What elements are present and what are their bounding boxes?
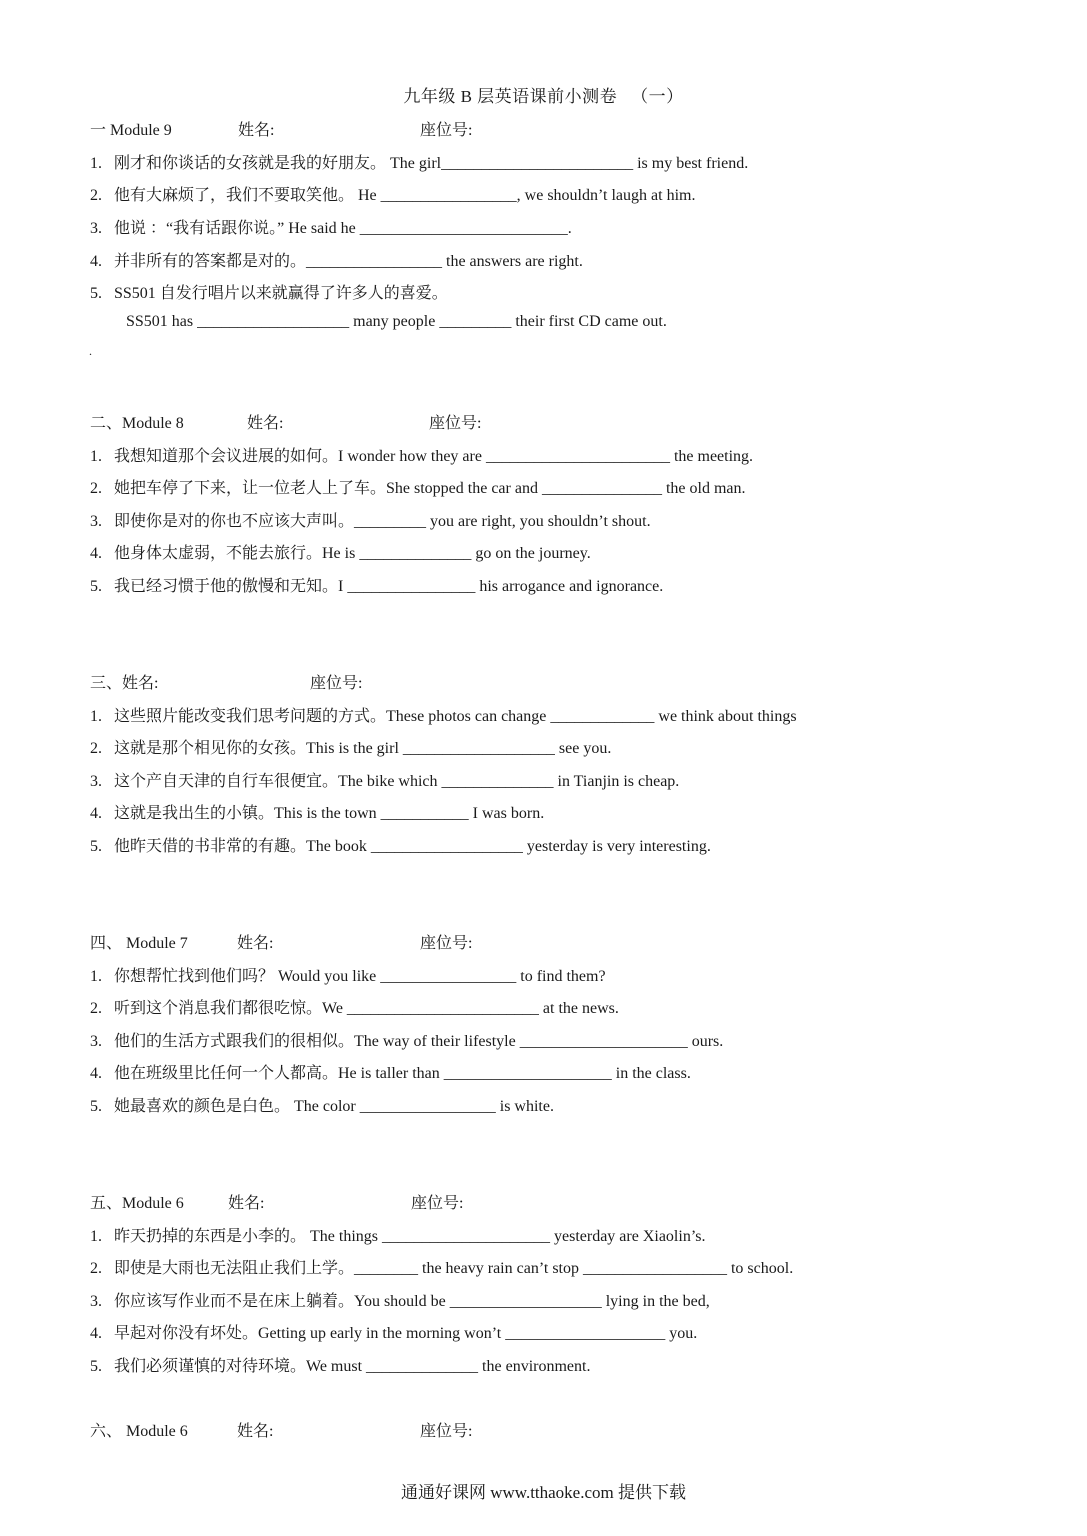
question-text: 听到这个消息我们都很吃惊。We ________________________ at the news. (114, 1000, 619, 1017)
question-number: 1. (90, 1228, 102, 1245)
section-5-name-label: 姓名: (228, 1195, 265, 1212)
section-6-label: 六、 Module 6 (90, 1423, 188, 1440)
section-4-label: 四、 Module 7 (90, 935, 188, 952)
question-number: 3. (90, 1033, 102, 1050)
question-text: SS501 自发行唱片以来就赢得了许多人的喜爱。 (114, 285, 448, 302)
question-text: 这些照片能改变我们思考问题的方式。These photos can change _____________ we think about things (114, 708, 797, 725)
section-5-question-3 (90, 1288, 710, 1311)
question-text: 我已经习惯于他的傲慢和无知。I ________________ his arrogance and ignorance. (114, 578, 664, 595)
question-text: 他们的生活方式跟我们的很相似。The way of their lifestyle _____________________ ours. (114, 1033, 724, 1050)
section-2-question-4 (90, 540, 591, 563)
question-text: 这个产自天津的自行车很便宜。The bike which ______________ in Tianjin is cheap. (114, 773, 680, 790)
question-number: 3. (90, 1293, 102, 1310)
section-5-question-4 (90, 1320, 697, 1343)
question-number: 5. (90, 838, 102, 855)
question-text: 早起对你没有坏处。Getting up early in the morning won’t ____________________ you. (114, 1325, 698, 1342)
question-number: 5. (90, 1098, 102, 1115)
question-number: 3. (90, 220, 102, 237)
question-number: 4. (90, 1065, 102, 1082)
section-2-seat-label: 座位号: (429, 415, 482, 432)
section-4-seat-label: 座位号: (420, 935, 473, 952)
section-1-seat-label: 座位号: (420, 122, 473, 139)
question-text: 即使是大雨也无法阻止我们上学。________ the heavy rain can’t stop __________________ to school. (114, 1260, 794, 1277)
question-text: 我想知道那个会议进展的如何。I wonder how they are _______________________ the meeting. (114, 448, 754, 465)
question-text: 昨天扔掉的东西是小李的。 The things _____________________ yesterday are Xiaolin’s. (114, 1228, 706, 1245)
question-text: 她把车停了下来，让一位老人上了车。She stopped the car and _______________ the old man. (114, 480, 746, 497)
question-number: 1. (90, 155, 102, 172)
section-3-question-5 (90, 833, 711, 856)
question-text: 即使你是对的你也不应该大声叫。_________ you are right, you shouldn’t shout. (114, 513, 651, 530)
question-text: 并非所有的答案都是对的。_________________ the answers are right. (114, 253, 583, 270)
section-1-header (90, 117, 472, 140)
section-3-seat-label: 座位号: (310, 675, 363, 692)
question-text: 他昨天借的书非常的有趣。The book ___________________ yesterday is very interesting. (114, 838, 711, 855)
section-3-question-1 (90, 703, 797, 726)
section-1-name-label: 姓名: (238, 122, 275, 139)
section-5-question-2 (90, 1255, 793, 1278)
section-4-question-2 (90, 995, 619, 1018)
question-text: 刚才和你谈话的女孩就是我的好朋友。 The girl________________________ is my best friend. (114, 155, 749, 172)
question-text: 他在班级里比任何一个人都高。He is taller than _____________________ in the class. (114, 1065, 691, 1082)
section-2-question-5 (90, 573, 663, 596)
question-text: 我们必须谨慎的对待环境。We must ______________ the environment. (114, 1358, 591, 1375)
section-1-question-5 (90, 280, 448, 303)
section-4-question-3 (90, 1028, 723, 1051)
question-number: 4. (90, 545, 102, 562)
question-number: 4. (90, 253, 102, 270)
section-5-question-1 (90, 1223, 706, 1246)
section-5-label: 五、Module 6 (90, 1195, 184, 1212)
section-2-label: 二、Module 8 (90, 415, 184, 432)
page-title (0, 82, 1087, 107)
stray-mark: . (89, 344, 92, 358)
question-number: 2. (90, 480, 102, 497)
section-3-question-4 (90, 800, 544, 823)
question-number: 4. (90, 805, 102, 822)
section-1-question-1 (90, 150, 748, 173)
section-3-question-2 (90, 735, 611, 758)
section-2-question-1 (90, 443, 753, 466)
section-5-seat-label: 座位号: (411, 1195, 464, 1212)
question-text: 他说 ：“我有话跟你说。” He said he __________________________. (114, 220, 572, 237)
title-main: 九年级 B 层英语课前小测卷 (403, 87, 618, 106)
question-number: 3. (90, 513, 102, 530)
section-1-question-4 (90, 248, 583, 271)
question-number: 2. (90, 187, 102, 204)
question-text: 你想帮忙找到他们吗？ Would you like _________________ to find them? (114, 968, 606, 985)
question-number: 2. (90, 740, 102, 757)
section-6-name-label: 姓名: (237, 1423, 274, 1440)
section-2-header (90, 410, 481, 433)
question-number: 2. (90, 1260, 102, 1277)
title-suffix: （一） (631, 87, 684, 106)
section-2-question-3 (90, 508, 651, 531)
section-4-name-label: 姓名: (237, 935, 274, 952)
section-6-header (90, 1418, 472, 1441)
question-number: 3. (90, 773, 102, 790)
question-number: 1. (90, 708, 102, 725)
question-number: 1. (90, 968, 102, 985)
section-3-question-3 (90, 768, 679, 791)
section-4-question-4 (90, 1060, 691, 1083)
footer-source: 通通好课网 www.tthaoke.com 提供下载 (400, 1483, 687, 1502)
section-1-question-3 (90, 215, 572, 238)
section-4-question-5 (90, 1093, 554, 1116)
section-4-header (90, 930, 472, 953)
section-1-question-2 (90, 182, 695, 205)
section-6-seat-label: 座位号: (420, 1423, 473, 1440)
question-number: 1. (90, 448, 102, 465)
question-number: 4. (90, 1325, 102, 1342)
section-3-label: 三、姓名: (90, 675, 159, 692)
section-4-question-1 (90, 963, 606, 986)
section-1-label: 一 Module 9 (90, 122, 172, 139)
question-number: 2. (90, 1000, 102, 1017)
question-text: SS501 has ___________________ many people _________ their first CD came out. (126, 313, 667, 330)
question-text: 这就是那个相见你的女孩。This is the girl ___________________ see you. (114, 740, 612, 757)
section-2-question-2 (90, 475, 746, 498)
question-number: 5. (90, 1358, 102, 1375)
question-text: 你应该写作业而不是在床上躺着。You should be ___________________ lying in the bed, (114, 1293, 710, 1310)
section-1-question-5-answer (90, 313, 667, 331)
question-text: 这就是我出生的小镇。This is the town ___________ I was born. (114, 805, 545, 822)
question-number: 5. (90, 578, 102, 595)
section-5-question-5 (90, 1353, 590, 1376)
section-2-name-label: 姓名: (247, 415, 284, 432)
question-text: 她最喜欢的颜色是白色。 The color _________________ is white. (114, 1098, 554, 1115)
section-5-header (90, 1190, 463, 1213)
section-3-header (90, 670, 362, 693)
question-text: 他身体太虚弱，不能去旅行。He is ______________ go on the journey. (114, 545, 591, 562)
question-number: 5. (90, 285, 102, 302)
question-text: 他有大麻烦了，我们不要取笑他。 He _________________, we shouldn’t laugh at him. (114, 187, 696, 204)
